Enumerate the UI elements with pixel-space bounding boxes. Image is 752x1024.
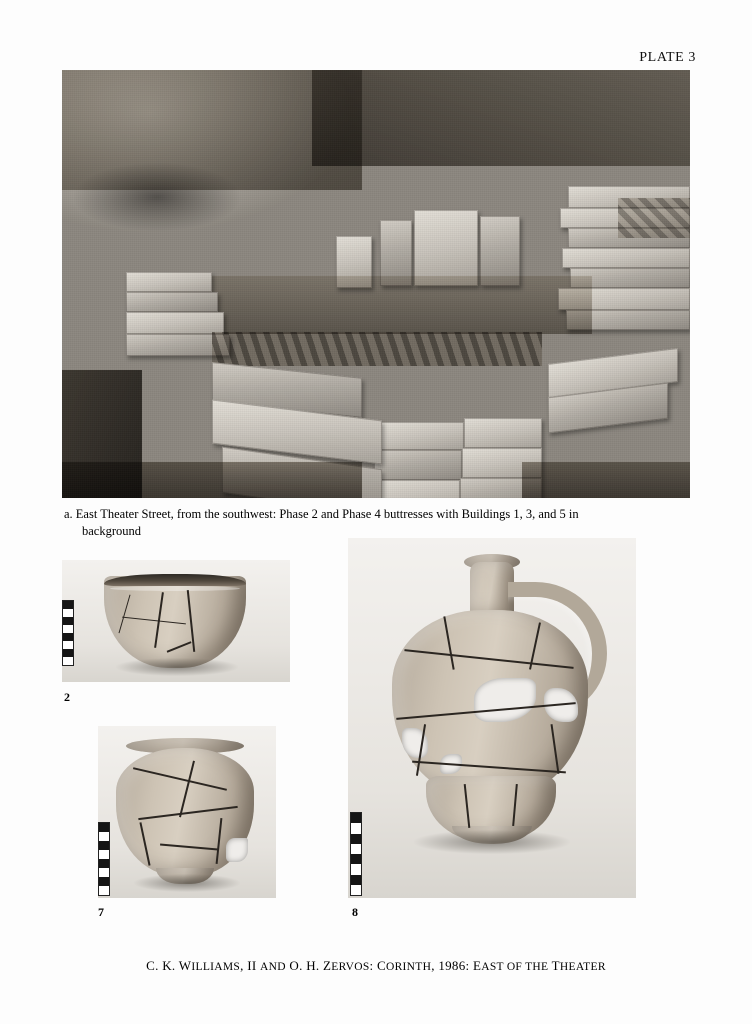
figure-7-number: 7 bbox=[98, 905, 104, 919]
footer-location-prefix: AST OF THE bbox=[481, 961, 549, 973]
figure-2-rim-highlight bbox=[110, 586, 240, 591]
figure-2-bowl-photo bbox=[62, 560, 290, 682]
figure-2-rim bbox=[104, 574, 246, 586]
figure-7-shadow bbox=[134, 874, 240, 892]
figure-2-shadow bbox=[116, 658, 238, 676]
footer-and: AND bbox=[260, 961, 286, 973]
figure-7-scale-bar bbox=[98, 822, 110, 896]
figure-a-excavation-photo bbox=[62, 70, 690, 498]
figure-8-number: 8 bbox=[352, 905, 358, 919]
figure-a-image bbox=[62, 70, 690, 498]
figure-8-jug-photo bbox=[348, 538, 636, 898]
figure-2-number: 2 bbox=[64, 690, 70, 704]
footer-year: , 1986: E bbox=[431, 958, 482, 973]
plate-label: PLATE 3 bbox=[639, 50, 696, 65]
footer-author-surname-2: ERVOS bbox=[331, 961, 370, 973]
figure-a-caption-line1: a. East Theater Street, from the southwest: Phase 2 and Phase 4 buttresses with Buildings 1, 3, and 5 in bbox=[64, 507, 579, 521]
footer-author-suffix: , II bbox=[240, 958, 261, 973]
figure-a-caption-line2: background bbox=[82, 523, 142, 538]
footer-author-initials-2: O. H. Z bbox=[285, 958, 332, 973]
figure-7-missing-sherd bbox=[226, 838, 248, 862]
photo-grain-overlay bbox=[62, 70, 690, 498]
figure-a-caption bbox=[64, 506, 664, 539]
figure-8-shadow bbox=[414, 830, 570, 854]
footer-theater: HEATER bbox=[559, 961, 606, 973]
figure-7-pot-photo bbox=[98, 726, 276, 898]
figure-2-scale-bar bbox=[62, 600, 74, 666]
page-footer bbox=[0, 958, 752, 974]
figure-8-scale-bar bbox=[350, 812, 362, 896]
footer-theater-t: T bbox=[548, 958, 560, 973]
footer-author-initials-1: C. K. W bbox=[146, 958, 192, 973]
footer-author-surname-1: ILLIAMS bbox=[191, 961, 241, 973]
footer-colon: : C bbox=[369, 958, 386, 973]
footer-site-name: ORINTH bbox=[385, 961, 432, 973]
